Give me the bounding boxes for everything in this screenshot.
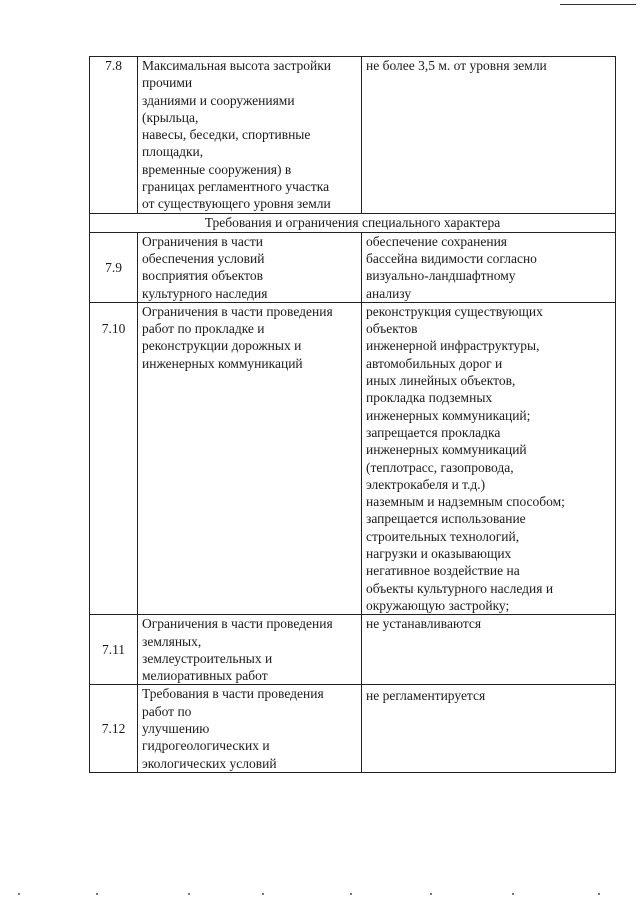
cell-line: объекты культурного наследия и: [366, 580, 554, 596]
cell-line: работ по прокладке и: [142, 321, 265, 337]
cell-line: объектов: [366, 321, 418, 337]
cell-line: обеспечения условий: [142, 250, 265, 266]
cell-line: площадки,: [142, 144, 204, 160]
cell-line: Ограничения в части проведения: [142, 616, 333, 632]
top-edge-line: [560, 4, 636, 5]
value-cell: [362, 615, 616, 685]
cell-line: запрещается использование: [366, 511, 526, 527]
cell-line: землеустроительных и: [142, 650, 273, 666]
cell-line: Требования в части проведения: [142, 686, 324, 702]
cell-line: восприятия объектов: [142, 268, 263, 284]
parameter-cell: [138, 685, 362, 772]
table-row: [90, 232, 616, 302]
parameter-cell: [138, 302, 362, 614]
cell-line: не более 3,5 м. от уровня земли: [366, 58, 547, 73]
cell-line: инженерных коммуникаций: [366, 442, 527, 458]
value-cell: [362, 232, 616, 302]
section-header: Требования и ограничения специального характера: [90, 213, 616, 232]
row-number: [90, 302, 138, 614]
row-number: 7.11: [90, 615, 138, 685]
section-header-row: [90, 213, 616, 232]
cell-line: от существующего уровня земли: [142, 196, 331, 212]
cell-line: не устанавливаются: [366, 616, 482, 632]
cell-line: улучшению: [142, 720, 210, 736]
cell-line: инженерных коммуникаций: [142, 355, 303, 371]
cell-line: (теплотрасс, газопровода,: [366, 459, 514, 475]
cell-line: нагрузки и оказывающих: [366, 546, 512, 562]
cell-line: не регламентируется: [366, 688, 486, 704]
cell-line: прокладка подземных: [366, 390, 493, 406]
cell-line: электрокабеля и т.д.): [366, 476, 486, 492]
cell-line: окружающую застройку;: [366, 597, 510, 613]
cell-line: (крыльца,: [142, 109, 199, 125]
value-cell: [362, 685, 616, 772]
cell-line: земляных,: [142, 633, 202, 649]
table-row: [90, 57, 616, 214]
row-number: 7.12: [90, 685, 138, 772]
cell-line: экологических условий: [142, 755, 277, 771]
cell-line: запрещается прокладка: [366, 424, 501, 440]
value-cell: [362, 57, 616, 214]
cell-line: Ограничения в части: [142, 233, 263, 249]
parameter-cell: [138, 57, 362, 214]
row-number-text: 7.10: [101, 320, 126, 336]
table-row: [90, 302, 616, 614]
cell-line: строительных технологий,: [366, 528, 520, 544]
cell-line: работ по: [142, 703, 192, 719]
row-number: 7.8: [90, 57, 138, 214]
cell-line: инженерной инфраструктуры,: [366, 338, 540, 354]
cell-line: обеспечение сохранения: [366, 233, 508, 249]
table-row: [90, 685, 616, 772]
cell-line: автомобильных дорог и: [366, 355, 503, 371]
cell-line: инженерных коммуникаций;: [366, 407, 531, 423]
cell-line: иных линейных объектов,: [366, 373, 516, 389]
table-row: [90, 615, 616, 685]
parameter-cell: [138, 232, 362, 302]
cell-line: границах регламентного участка: [142, 179, 330, 195]
cell-line: бассейна видимости согласно: [366, 250, 537, 266]
cell-line: мелиоративных работ: [142, 668, 268, 684]
parameter-cell: [138, 615, 362, 685]
cell-line: зданиями и сооружениями: [142, 92, 295, 108]
scan-artifacts: [0, 893, 640, 899]
cell-line: реконструкция существующих: [366, 303, 543, 319]
value-cell: [362, 302, 616, 614]
cell-line: навесы, беседки, спортивные: [142, 127, 311, 143]
cell-line: реконструкции дорожных и: [142, 338, 302, 354]
cell-line: прочими: [142, 75, 193, 91]
regulations-table: [89, 56, 616, 773]
cell-line: временные сооружения) в: [142, 161, 292, 177]
cell-line: гидрогеологических и: [142, 738, 270, 754]
cell-line: Ограничения в части проведения: [142, 303, 333, 319]
cell-line: анализу: [366, 285, 412, 301]
cell-line: Максимальная высота застройки: [142, 58, 332, 73]
cell-line: негативное воздействие на: [366, 563, 520, 579]
row-number: 7.9: [90, 232, 138, 302]
cell-line: наземным и надземным способом;: [366, 494, 565, 510]
cell-line: визуально-ландшафтному: [366, 268, 516, 284]
cell-line: культурного наследия: [142, 285, 268, 301]
